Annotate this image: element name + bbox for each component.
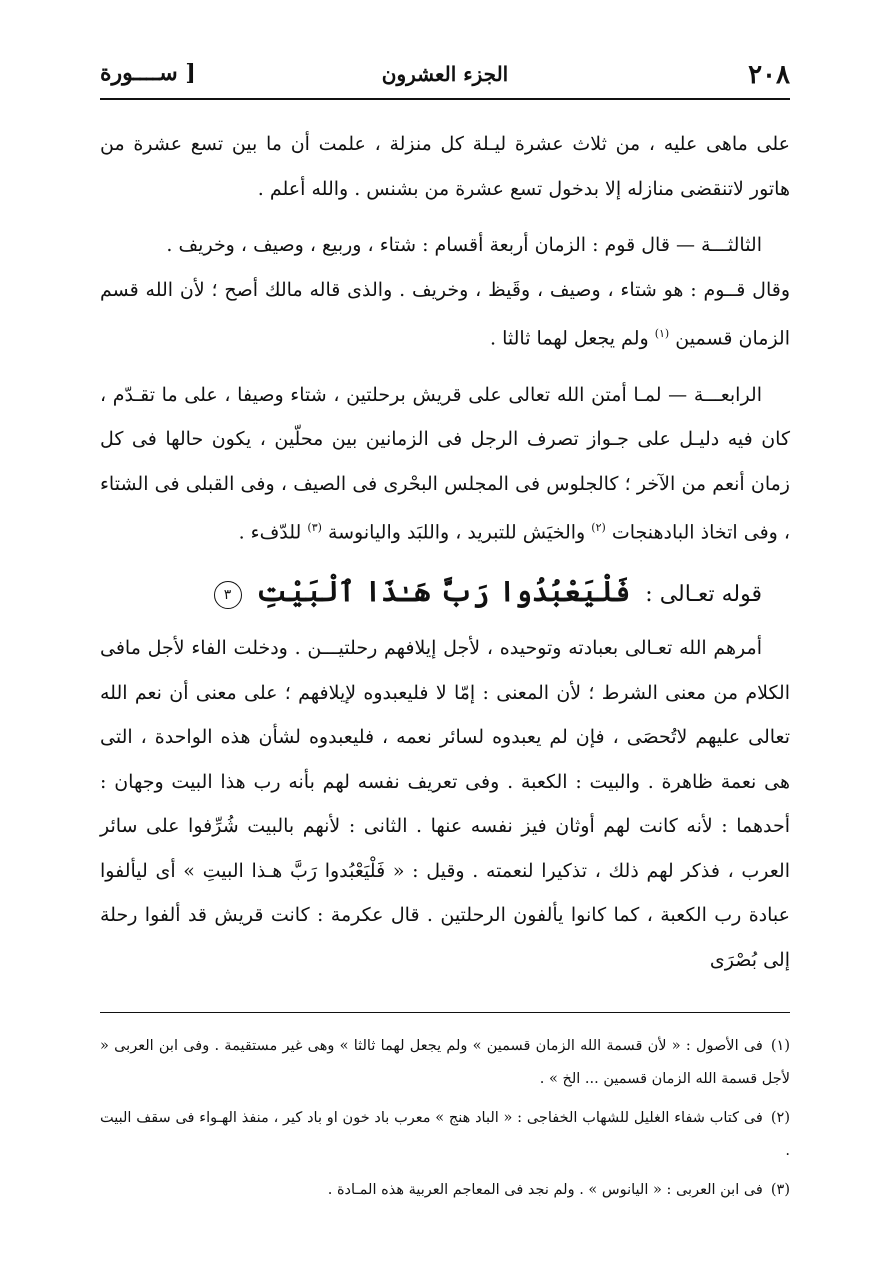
footnotes <box>100 1030 790 1213</box>
surah-label: [ ســــورة <box>100 60 196 86</box>
main-text <box>100 122 790 982</box>
footnote-1 <box>100 1030 790 1096</box>
paragraph-4b-text: والخيَش للتبريد ، واللبَد واليانوسة <box>327 521 586 544</box>
footnote-text: فى الأصول : « لأن قسمة الله الزمان قسمين » ولم يجعل لهما ثالثا » وهى غير مستقيمة . وفى ابن العربى « لأجل قسمة الله الزمان قسمين ... الخ » . <box>100 1038 790 1087</box>
verse-heading <box>100 567 790 620</box>
paragraph-fourth-point <box>100 373 790 555</box>
verse-number-badge: ٣ <box>214 581 242 609</box>
paragraph-commentary <box>100 626 790 982</box>
page-header <box>100 48 790 96</box>
paragraph-1 <box>100 122 790 211</box>
footnote-number: (١) <box>770 1038 790 1054</box>
running-title: الجزء العشرون <box>381 62 509 86</box>
paragraph-seasons <box>100 268 790 361</box>
footnote-number: (٢) <box>770 1110 790 1126</box>
footnote-2 <box>100 1102 790 1168</box>
footnote-separator <box>100 1012 790 1013</box>
footnote-text: فى ابن العربى : « اليانوس » . ولم نجد فى المعاجم العربية هذه المـادة . <box>327 1182 763 1198</box>
footnote-marker-1: (١) <box>654 327 670 340</box>
footnote-marker-3: (٣) <box>307 521 322 535</box>
paragraph-third-point <box>100 223 790 268</box>
paragraph-1-text: على ماهى عليه ، من ثلاث عشرة ليـلة كل منزلة ، علمت أن ما بين تسع عشرة من هاتور لاتنقضى منازله إلا بدخول تسع عشرة من بشنس . والله أعلم . <box>100 133 790 200</box>
paragraph-4c-text: للدّفء . <box>238 521 302 544</box>
quran-verse: فَلْيَعْبُدُوا رَبَّ هَـٰذَا ٱلْبَيْتِ <box>256 575 631 609</box>
paragraph-3a-text: وقال قــوم : هو شتاء ، وصيف ، وقَيظ ، وخريف . والذى قاله مالك أصح ؛ لأن الله قسم الزمان قسمين <box>100 278 790 350</box>
verse-intro: قوله تعـالى : <box>645 582 762 608</box>
paragraph-2-text: الثالثـــة — قال قوم : الزمان أربعة أقسام : شتاء ، وربيع ، وصيف ، وخريف . <box>166 234 762 256</box>
paragraph-5-text: أمرهم الله تعـالى بعبادته وتوحيده ، لأجل إيلافهم رحلتيـــن . ودخلت الفاء لأجل مافى الكلام من معنى الشرط ؛ لأن المعنى : إمّا لا فليعبدوه لإيلافهم ؛ على معنى أن نعم الله تعالى عليهم لاتُحصَى ، فإن لم يعبدوه لسائر نعمه ، فليعبدوه لشأن هذه الواحدة ، التى هى نعمة ظاهرة . والبيت : الكعبة . وفى تعريف نفسه لهم بأنه رب هذا البيت وجهان : أحدهما : لأنه كانت لهم أوثان فيز نفسه عنها . الثانى : لأنهم بالبيت شُرِّفوا على سائر العرب ، فذكر لهم ذلك ، تذكيرا لنعمته . وقيل : « فَلْيَعْبُدوا رَبَّ هـذا البيتِ » أى ليألفوا عبادة رب الكعبة ، كما كانوا يألفون الرحلتين . قال عكرمة : كانت قريش قد ألفوا رحلة إلى بُصْرَى <box>100 637 790 971</box>
header-rule <box>100 98 790 100</box>
paragraph-4a-text: الرابعـــة — لمـا أمتن الله تعالى على قريش برحلتين ، شتاء وصيفا ، على ما تقـدّم ، كان فيه دليـل على جـواز تصرف الرجل فى الزمانين بين محلّين ، يكون حالها فى كل زمان أنعم من الآخر ؛ كالجلوس فى المجلس البحْرى فى الصيف ، وفى القبلى فى الشتاء ، وفى اتخاذ البادهنجات <box>100 383 790 544</box>
page-number: ٢٠٨ <box>748 60 790 90</box>
paragraph-3b-text: ولم يجعل لهما ثالثا . <box>490 327 649 350</box>
footnote-3 <box>100 1174 790 1207</box>
footnote-marker-2: (٢) <box>591 521 606 535</box>
footnote-text: فى كتاب شفاء الغليل للشهاب الخفاجى : « الباد هنج » معرب باد خون او باد كير ، منفذ الهـواء فى سقف البيت . <box>100 1110 790 1159</box>
footnote-number: (٣) <box>770 1182 790 1198</box>
